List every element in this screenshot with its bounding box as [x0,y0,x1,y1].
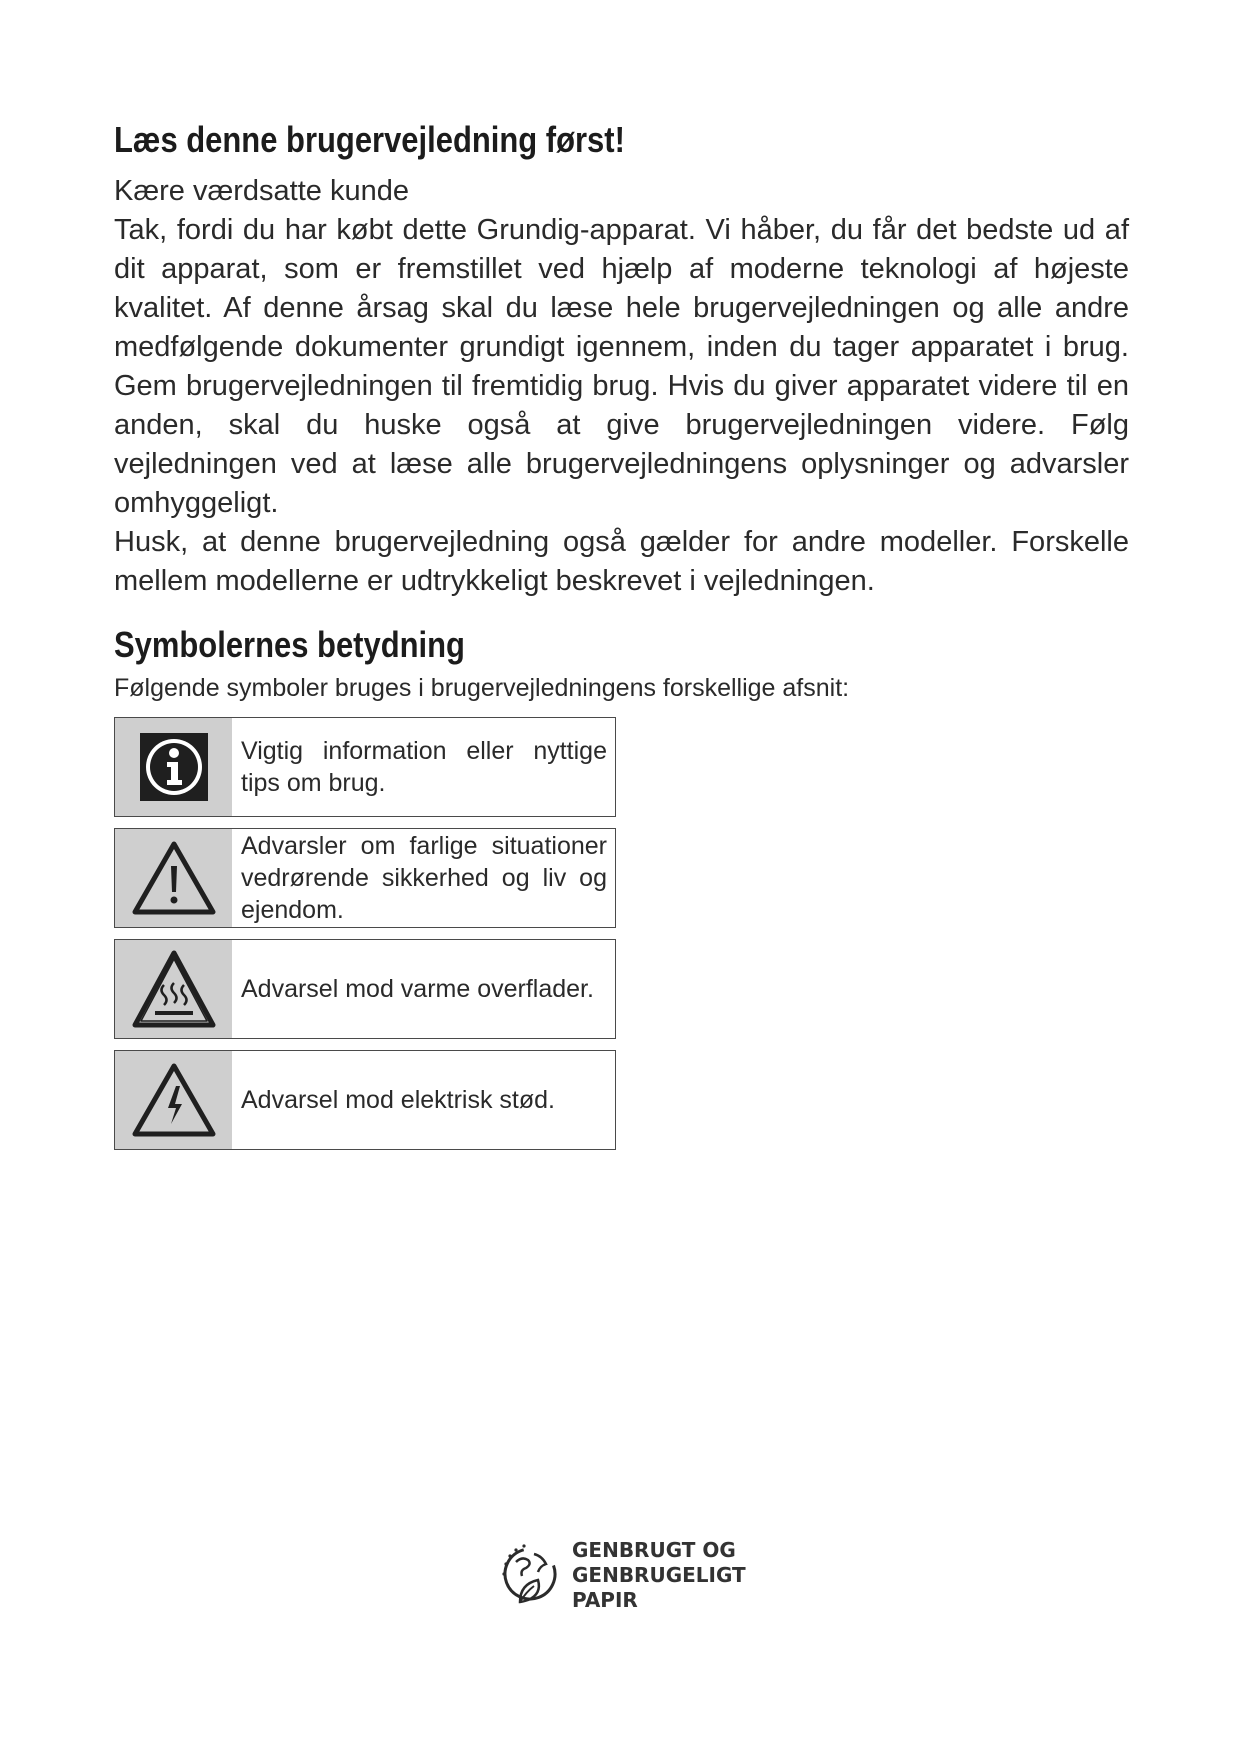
greeting: Kære værdsatte kunde [114,175,409,207]
logo-text [572,1538,746,1613]
recycled-globe-leaf-icon [498,1540,562,1612]
symbol-description: Vigtig information eller nyttige tips om brug. [241,737,607,797]
logo-line-3: PAPIR [572,1588,638,1612]
symbol-row-hot-surface [114,939,616,1039]
electric-shock-icon [115,1051,232,1149]
logo-line-1: GENBRUGT OG [572,1538,736,1562]
symbol-description: Advarsel mod elektrisk stød. [241,1086,555,1114]
symbols-heading: Symbolernes betydning [114,624,465,665]
symbols-table [114,717,616,1150]
symbol-description: Advarsel mod varme overflader. [241,975,594,1003]
models-paragraph: Husk, at denne brugervejledning også gælder for andre modeller. Forskelle mellem modellerne er udtrykkeligt beskrevet i vejledningen. [114,526,1129,597]
symbol-row-electric-shock [114,1050,616,1150]
symbol-description: Advarsler om farlige situationer vedrørende sikkerhed og liv og ejendom. [241,832,607,924]
info-icon [115,718,232,816]
document-page [114,118,1129,1161]
symbol-row-info [114,717,616,817]
logo-line-2: GENBRUGELIGT [572,1563,746,1587]
warning-icon [115,829,232,927]
hot-surface-icon [115,940,232,1038]
symbols-intro: Følgende symboler bruges i brugervejledningens forskellige afsnit: [114,674,850,702]
page-title: Læs denne brugervejledning først! [114,119,625,160]
recycled-paper-logo [498,1538,746,1613]
symbol-row-warning [114,828,616,928]
intro-paragraph: Tak, fordi du har købt dette Grundig-apparat. Vi håber, du får det bedste ud af dit apparat, som er fremstillet ved hjælp af moderne teknologi af højeste kvalitet. Af denne årsag skal du læse hele brugervejledningen og alle andre medfølgende dokumenter grundigt igennem, inden du tager apparatet i brug. Gem brugervejledningen til fremtidig brug. Hvis du giver apparatet videre til en anden, skal du huske også at give brugervejledningen videre. Følg vejledningen ved at læse alle brugervejledningens oplysninger og advarsler omhyggeligt. [114,214,1129,519]
